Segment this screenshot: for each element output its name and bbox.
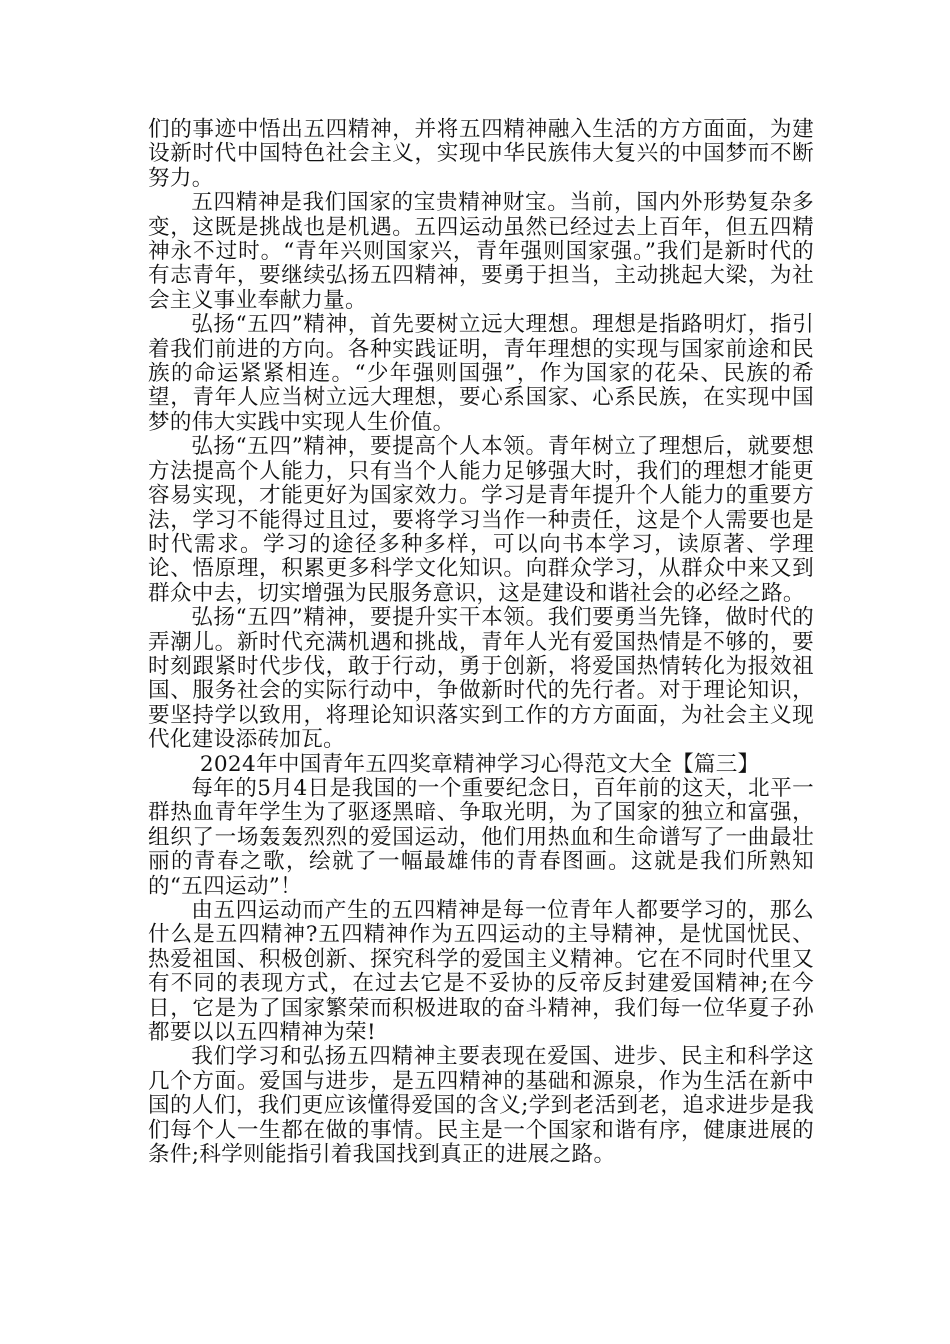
- document-page: [148, 118, 814, 1167]
- paragraph-wusi-spirit-treasure: 五四精神是我们国家的宝贵精神财宝。当前，国内外形势复杂多变，这既是挑战也是机遇。五四运动虽然已经过去上百年，但五四精神永不过时。“青年兴则国家兴，青年强则国家强。”我们是新时代的有志青年，要继续弘扬五四精神，要勇于担当，主动挑起大梁，为社会主义事业奉献力量。: [148, 190, 814, 313]
- paragraph-practical-ability: 弘扬“五四”精神，要提升实干本领。我们要勇当先锋，做时代的弄潮儿。新时代充满机遇和挑战，青年人光有爱国热情是不够的，要时刻跟紧时代步伐，敢于行动，勇于创新，将爱国热情转化为报效祖国、服务社会的实际行动中，争做新时代的先行者。对于理论知识，要坚持学以致用，将理论知识落实到工作的方方面面，为社会主义现代化建设添砖加瓦。: [148, 605, 814, 753]
- paragraph-what-is-wusi-spirit: 由五四运动而产生的五四精神是每一位青年人都要学习的，那么什么是五四精神?五四精神作为五四运动的主导精神，是忧国忧民、热爱祖国、积极创新、探究科学的爱国主义精神。它在不同时代里又有不同的表现方式，在过去它是不妥协的反帝反封建爱国精神;在今日，它是为了国家繁荣而积极进取的奋斗精神，我们每一位华夏子孙都要以以五四精神为荣!: [148, 898, 814, 1046]
- paragraph-patriotism-progress: 我们学习和弘扬五四精神主要表现在爱国、进步、民主和科学这几个方面。爱国与进步，是五四精神的基础和源泉，作为生活在新中国的人们，我们更应该懂得爱国的含义;学到老活到老，追求进步是我们每个人一生都在做的事情。民主是一个国家和谐有序，健康进展的条件;科学则能指引着我国找到真正的进展之路。: [148, 1044, 814, 1168]
- paragraph-may-fourth-day: 每年的5月4日是我国的一个重要纪念日，百年前的这天，北平一群热血青年学生为了驱逐黑暗、争取光明，为了国家的独立和富强，组织了一场轰轰烈烈的爱国运动，他们用热血和生命谱写了一曲最壮丽的青春之歌，绘就了一幅最雄伟的青春图画。这就是我们所熟知的“五四运动”！: [148, 775, 814, 899]
- paragraph-personal-ability: 弘扬“五四”精神，要提高个人本领。青年树立了理想后，就要想方法提高个人能力，只有当个人能力足够强大时，我们的理想才能更容易实现，才能更好为国家效力。学习是青年提升个人能力的重要方法，学习不能得过且过，要将学习当作一种责任，这是个人需要也是时代需求。学习的途径多种多样，可以向书本学习，读原著、学理论、悟原理，积累更多科学文化知识。向群众学习，从群众中来又到群众中去，切实增强为民服务意识，这是建设和谐社会的必经之路。: [148, 434, 814, 606]
- paragraph-ideals: 弘扬“五四”精神，首先要树立远大理想。理想是指路明灯，指引着我们前进的方向。各种实践证明，青年理想的实现与国家前途和民族的命运紧紧相连。“少年强则国强”，作为国家的花朵、民族的希望，青年人应当树立远大理想，要心系国家、心系民族，在实现中国梦的伟大实践中实现人生价值。: [148, 312, 814, 435]
- section-heading: 2024年中国青年五四奖章精神学习心得范文大全【篇三】: [199, 751, 760, 777]
- paragraph-continued: 们的事迹中悟出五四精神，并将五四精神融入生活的方方面面，为建设新时代中国特色社会主义，实现中华民族伟大复兴的中国梦而不断努力。: [148, 117, 814, 191]
